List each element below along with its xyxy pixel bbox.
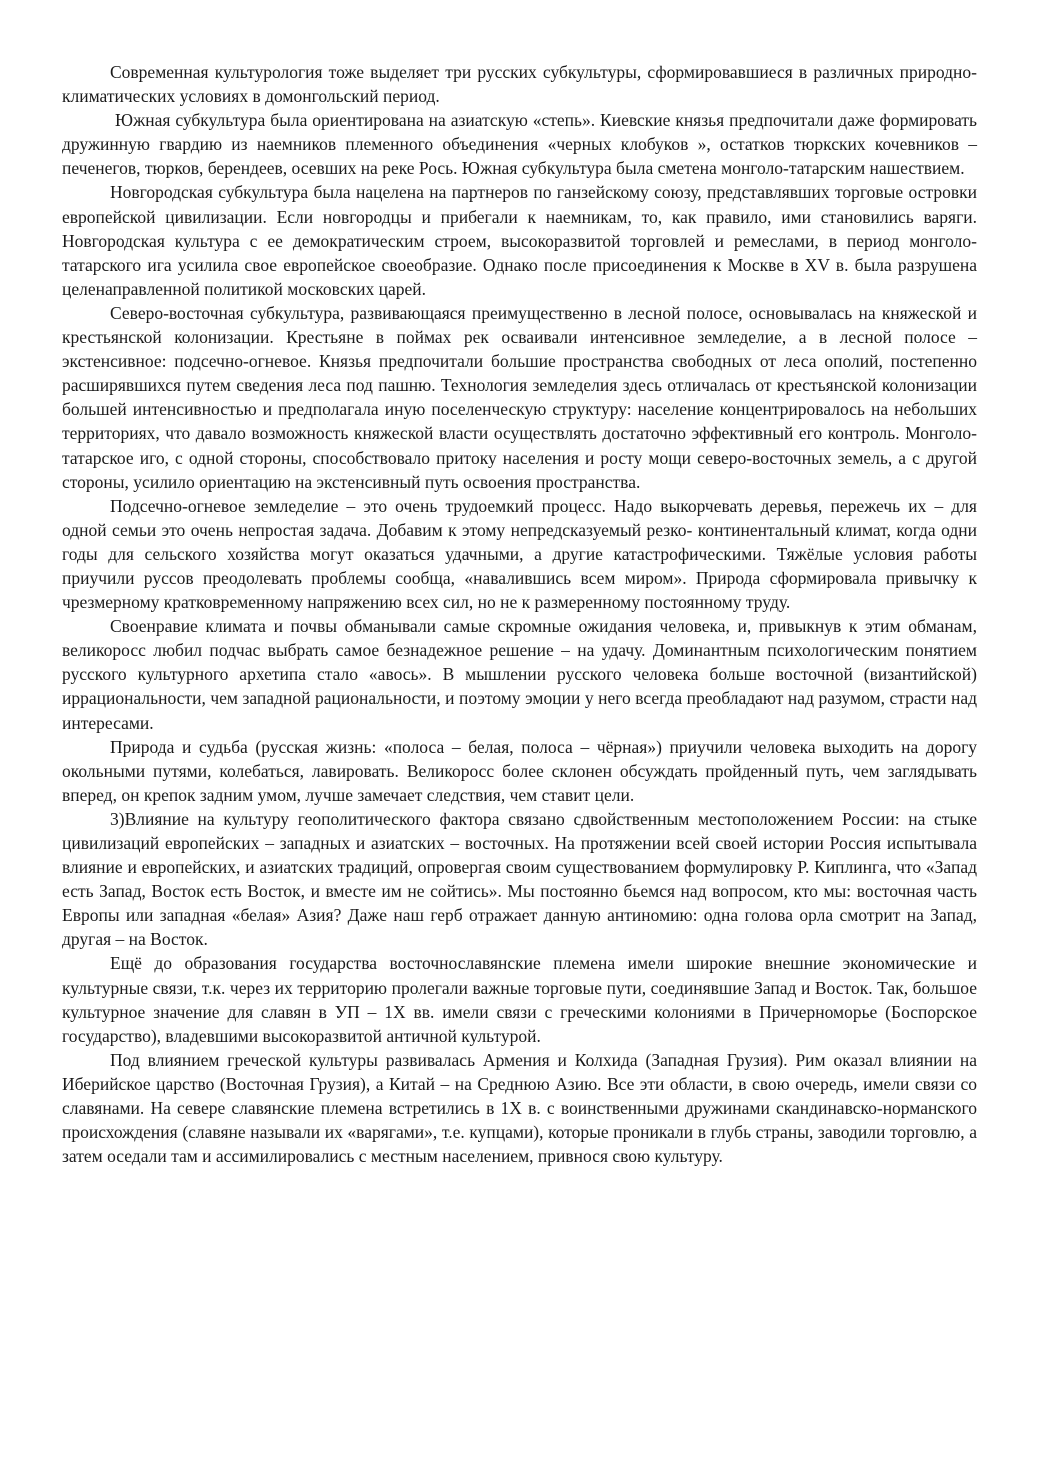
paragraph: Новгородская субкультура была нацелена на партнеров по ганзейскому союзу, представлявших торговые островки европейской цивилизации. Если новгородцы и прибегали к наемникам, то, как правило, ими становились варяги. Новгородская культура с ее демократическим строем, высокоразвитой торговлей и ремеслами, в период монголо-татарского ига усилила свое европейское своеобразие. Однако после присоединения к Москве в XV в. была разрушена целенаправленной политикой московских царей.	[62, 182, 977, 299]
paragraph: Подсечно-огневое земледелие – это очень трудоемкий процесс. Надо выкорчевать деревья, пережечь их – для одной семьи это очень непростая задача. Добавим к этому непредсказуемый резко- континентальный климат, когда одни годы для сельского хозяйства могут оказаться удачными, а другие катастрофическими. Тяжёлые условия работы приучили руссов преодолевать проблемы сообща, «навалившись всем миром». Природа сформировала привычку к чрезмерному кратковременному напряжению всех сил, но не к размеренному постоянному труду.	[62, 495, 977, 613]
paragraph: Южная субкультура была ориентирована на азиатскую «степь». Киевские князья предпочитали даже формировать дружинную гвардию из наемников племенного объединения «черных клобуков », остатков тюркских кочевников – печенегов, тюрков, берендеев, осевших на реке Рось. Южная субкультура была сметена монголо-татарским нашествием.	[62, 110, 982, 179]
paragraph: Своенравие климата и почвы обманывали самые скромные ожидания человека, и, привыкнув к этим обманам, великоросс любил подчас выбрать самое безнадежное решение – на удачу. Доминантным психологическим понятием русского культурного архетипа стало «авось». В мышлении русского человека больше восточной (византийской) иррациональности, чем западной рациональности, и поэтому эмоции у него всегда преобладают над разумом, страсти над интересами.	[62, 616, 977, 733]
document-page	[62, 60, 982, 1168]
paragraph: Северо-восточная субкультура, развивающаяся преимущественно в лесной полосе, основывалась на княжеской и крестьянской колонизации. Крестьяне в поймах рек осваивали интенсивное земледелие, а в лесной полосе – экстенсивное: подсечно-огневое. Князья предпочитали большие пространства свободных от леса ополий, постепенно расширявшихся путем сведения леса под пашню. Технология земледелия здесь отличалась от крестьянской колонизации большей интенсивностью и предполагала иную поселенческую структуру: население концентрировалось на небольших территориях, что давало возможность княжеской власти осуществлять достаточно эффективный его контроль. Монголо-татарское иго, с одной стороны, способствовало притоку населения и росту мощи северо-восточных земель, а с другой стороны, усилило ориентацию на экстенсивный путь освоения пространства.	[62, 302, 977, 492]
paragraph: Природа и судьба (русская жизнь: «полоса – белая, полоса – чёрная») приучили человека выходить на дорогу окольными путями, колебаться, лавировать. Великоросс более склонен обсуждать пройденный путь, чем заглядывать вперед, он крепок задним умом, лучше замечает следствия, чем ставит цели.	[62, 736, 977, 805]
paragraph: Современная культурология тоже выделяет три русских субкультуры, сформировавшиеся в различных природно-климатических условиях в домонгольский период.	[62, 62, 977, 107]
paragraph: Под влиянием греческой культуры развивалась Армения и Колхида (Западная Грузия). Рим оказал влиянии на Иберийское царство (Восточная Грузия), а Китай – на Среднюю Азию. Все эти области, в свою очередь, имели связи со славянами. На севере славянские племена встретились в 1Х в. с воинственными дружинами скандинавско-норманского происхождения (славяне называли их «варягами», т.е. купцами), которые проникали в глубь страны, заводили торговлю, а затем оседали там и ассимилировались с местным населением, привнося свою культуру.	[62, 1049, 977, 1167]
paragraph: 3)Влияние на культуру геополитического фактора связано сдвойственным местоположением России: на стыке цивилизаций европейских – западных и азиатских – восточных. На протяжении всей своей истории Россия испытывала влияние и европейских, и азиатских традиций, опровергая своим существованием формулировку Р. Киплинга, что «Запад есть Запад, Восток есть Восток, и вместе им не сойтись». Мы постоянно бьемся над вопросом, кто мы: восточная часть Европы или западная «белая» Азия? Даже наш герб отражает данную антиномию: одна голова орла смотрит на Запад, другая – на Восток.	[62, 808, 977, 950]
paragraph: Ещё до образования государства восточнославянские племена имели широкие внешние экономические и культурные связи, т.к. через их территорию пролегали важные торговые пути, соединявшие Запад и Восток. Так, большое культурное значение для славян в УП – 1Х вв. имели связи с греческими колониями в Причерноморье (Боспорское государство), владевшими высокоразвитой античной культурой.	[62, 953, 977, 1046]
